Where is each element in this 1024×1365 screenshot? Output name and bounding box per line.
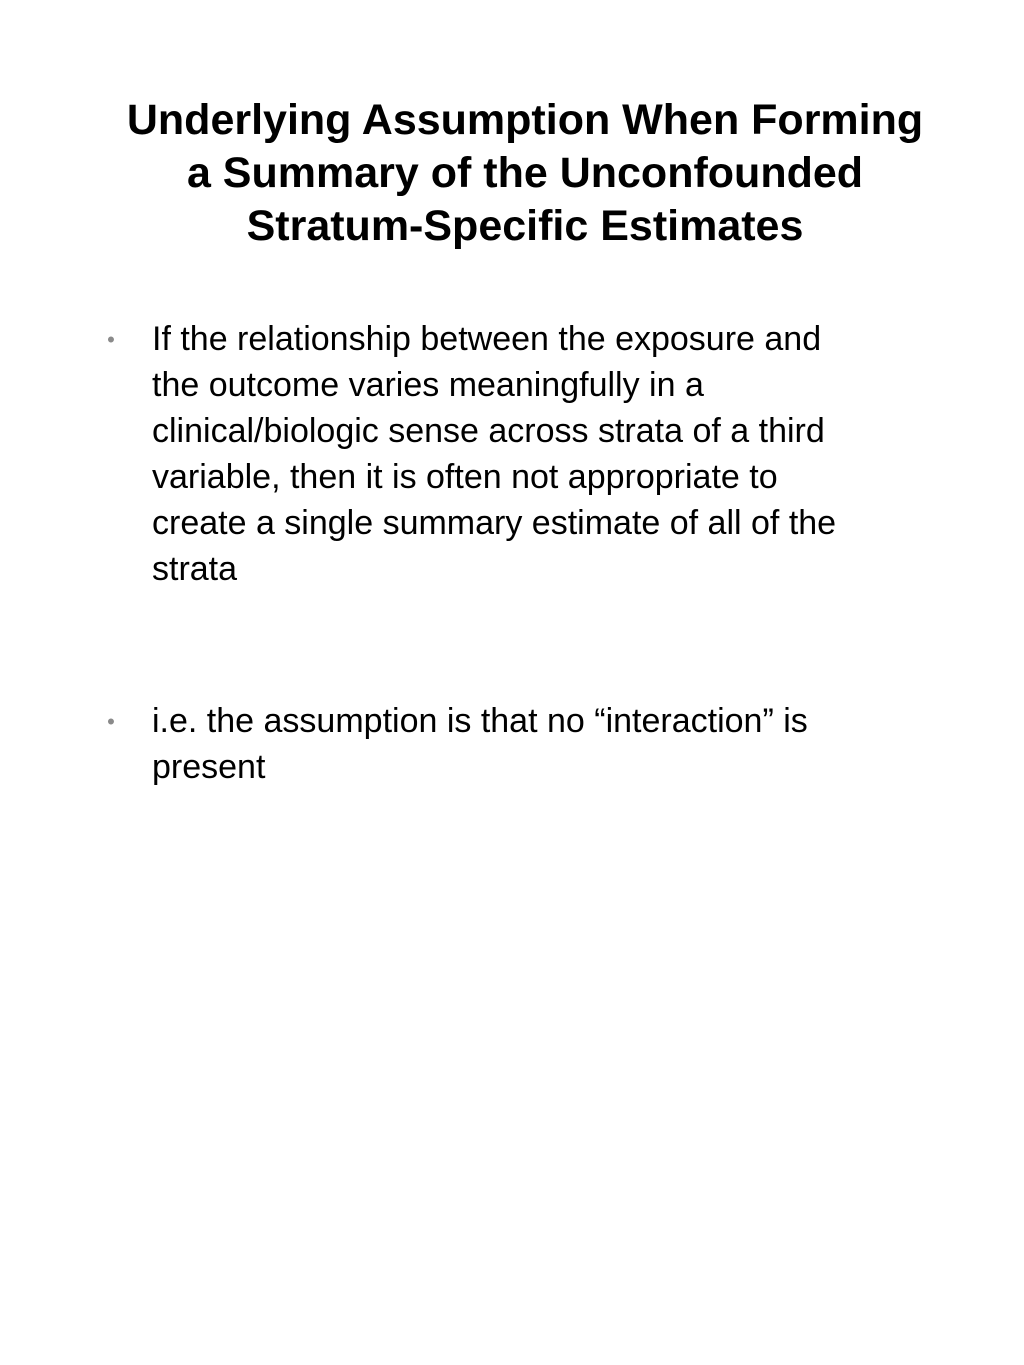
- bullet-line: variable, then it is often not appropriate to: [152, 458, 778, 496]
- bullet-line: i.e. the assumption is that no “interaction” is: [152, 702, 808, 740]
- bullet-line: the outcome varies meaningfully in a: [152, 366, 704, 404]
- bullet-icon: •: [107, 327, 115, 352]
- title-line: a Summary of the Unconfounded: [186, 149, 864, 197]
- bullet-line: present: [152, 748, 266, 786]
- bullet-line: create a single summary estimate of all of the: [152, 504, 837, 542]
- bullet-line: If the relationship between the exposure and: [152, 320, 822, 358]
- title-line: Stratum-Specific Estimates: [246, 202, 804, 250]
- slide-title: [90, 94, 960, 253]
- bullet-text: [152, 698, 952, 790]
- bullet-line: strata: [152, 550, 238, 588]
- bullet-text: [152, 316, 952, 592]
- title-line: Underlying Assumption When Forming: [126, 96, 924, 144]
- bullet-line: clinical/biologic sense across strata of a third: [152, 412, 825, 450]
- bullet-icon: •: [107, 709, 115, 734]
